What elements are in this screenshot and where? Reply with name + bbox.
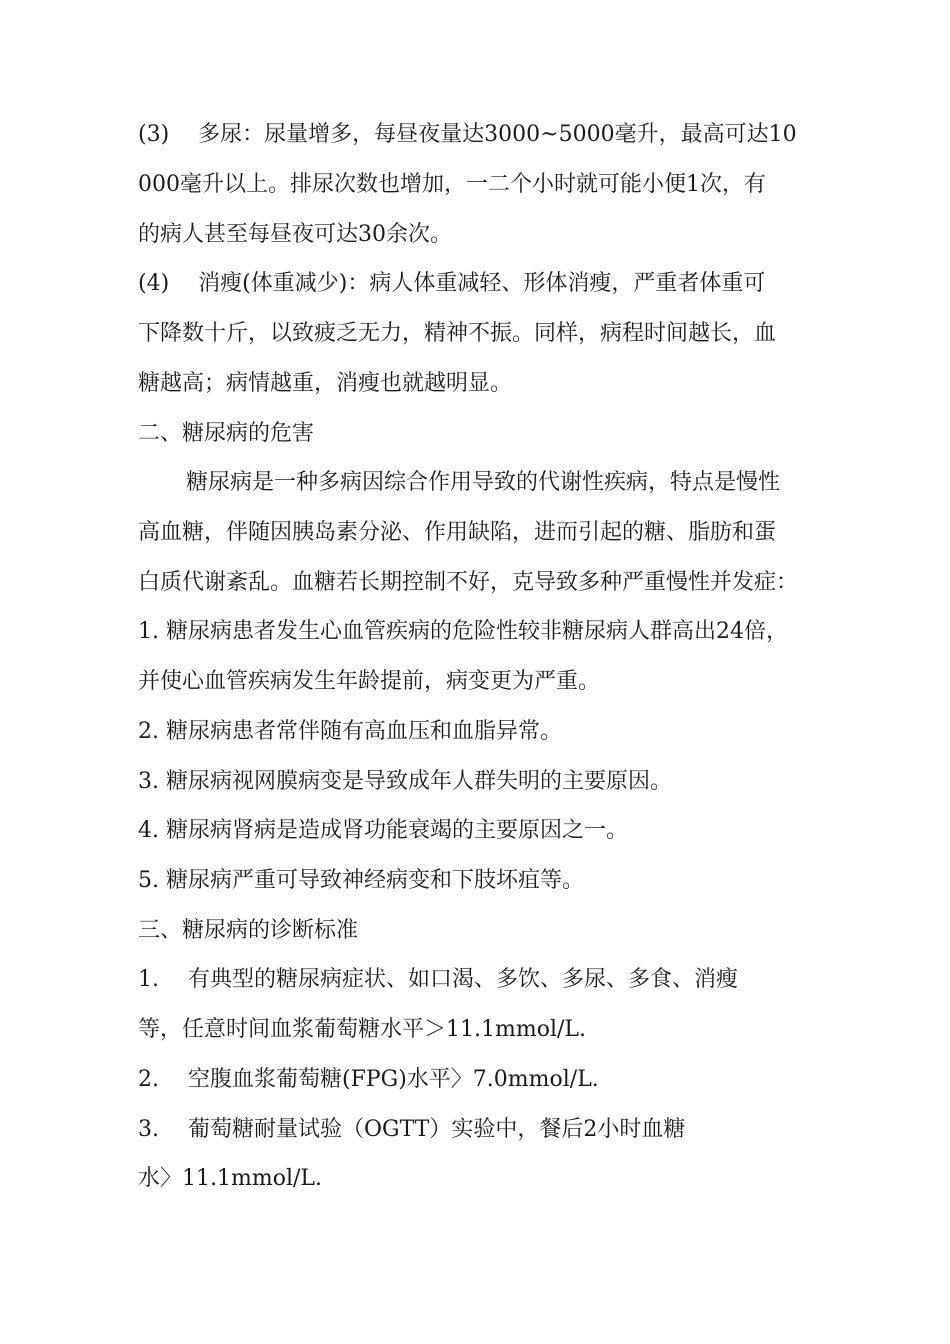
symptom-weight-loss-line-3: 糖越高；病情越重，消瘦也就越明显。 xyxy=(138,371,513,396)
symptom-polyuria-line-1: (3) 多尿：尿量增多，每昼夜量达3000~5000毫升，最高可达10 xyxy=(138,122,797,147)
symptom-weight-loss-line-2: 下降数十斤，以致疲乏无力，精神不振。同样，病程时间越长，血 xyxy=(138,321,777,346)
hazard-item-5: 5. 糖尿病严重可导致神经病变和下肢坏疽等。 xyxy=(138,868,584,893)
section-heading-hazards: 二、糖尿病的危害 xyxy=(138,421,315,446)
hazard-item-3: 3. 糖尿病视网膜病变是导致成年人群失明的主要原因。 xyxy=(138,769,672,794)
criterion-2: 2. 空腹血浆葡萄糖(FPG)水平〉7.0mmol/L. xyxy=(138,1067,599,1092)
symptom-polyuria-line-3: 的病人甚至每昼夜可达30余次。 xyxy=(138,222,452,247)
hazards-paragraph-line-3: 白质代谢紊乱。血糖若长期控制不好，克导致多种严重慢性并发症： xyxy=(138,570,799,595)
hazards-paragraph-line-2: 高血糖，伴随因胰岛素分泌、作用缺陷，进而引起的糖、脂肪和蛋 xyxy=(138,520,777,545)
hazards-paragraph-line-1: 糖尿病是一种多病因综合作用导致的代谢性疾病，特点是慢性 xyxy=(186,470,781,495)
criterion-3-line-1: 3. 葡萄糖耐量试验（OGTT）实验中，餐后2小时血糖 xyxy=(138,1117,686,1142)
criterion-1-line-2: 等，任意时间血浆葡萄糖水平＞11.1mmol/L. xyxy=(138,1017,587,1042)
hazard-item-4: 4. 糖尿病肾病是造成肾功能衰竭的主要原因之一。 xyxy=(138,818,628,843)
hazard-item-1-line-1: 1. 糖尿病患者发生心血管疾病的危险性较非糖尿病人群高出24倍， xyxy=(138,619,788,644)
symptom-polyuria-line-2: 000毫升以上。排尿次数也增加，一二个小时就可能小便1次，有 xyxy=(138,172,766,197)
section-heading-diagnosis: 三、糖尿病的诊断标准 xyxy=(138,918,359,943)
hazard-item-1-line-2: 并使心血管疾病发生年龄提前，病变更为严重。 xyxy=(138,669,601,694)
criterion-1-line-1: 1. 有典型的糖尿病症状、如口渴、多饮、多尿、多食、消瘦 xyxy=(138,967,738,992)
symptom-weight-loss-line-1: (4) 消瘦(体重减少)：病人体重减轻、形体消瘦，严重者体重可 xyxy=(138,271,766,296)
hazard-item-2: 2. 糖尿病患者常伴随有高血压和血脂异常。 xyxy=(138,719,562,744)
criterion-3-line-2: 水〉11.1mmol/L. xyxy=(138,1166,323,1191)
